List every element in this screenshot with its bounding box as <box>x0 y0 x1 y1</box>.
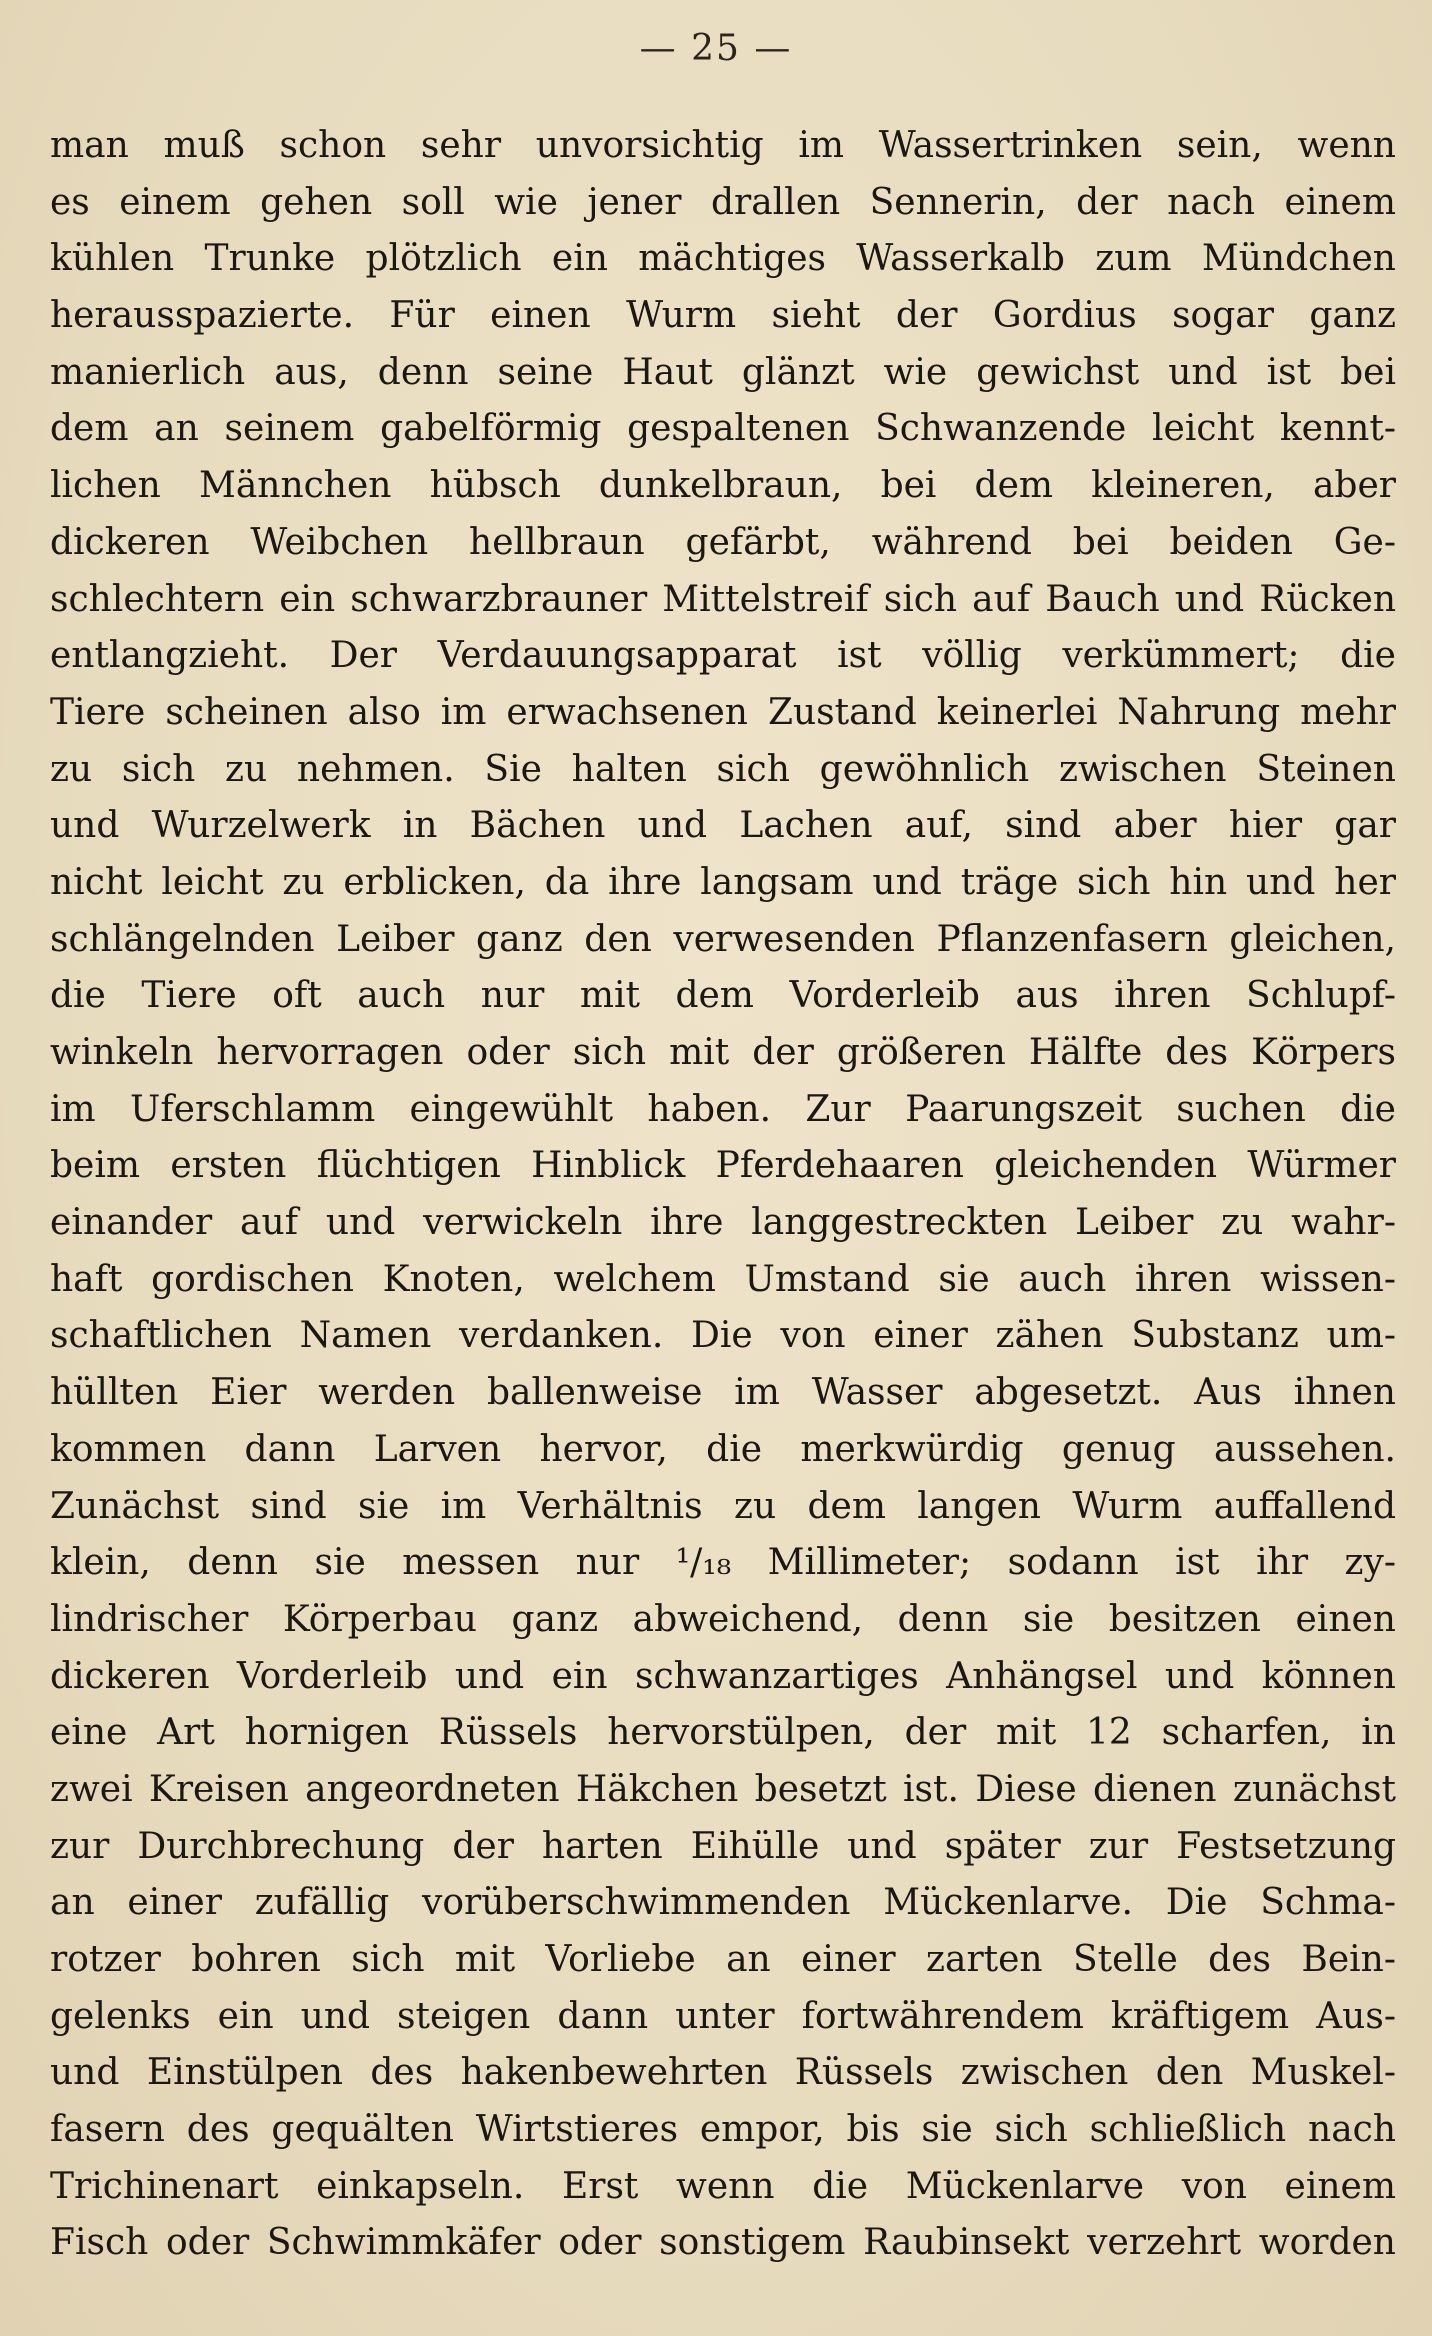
text-line: haft gordischen Knoten, welchem Umstand sie auch ihren wissen- <box>50 1258 1396 1300</box>
text-line: einander auf und verwickeln ihre langgestreckten Leiber zu wahr- <box>50 1202 1396 1244</box>
text-line: schlechtern ein schwarzbrauner Mittelstreif sich auf Bauch und Rücken <box>50 578 1396 620</box>
text-line: Trichinenart einkapseln. Erst wenn die Mückenlarve von einem <box>50 2165 1396 2207</box>
text-line: dickeren Weibchen hellbraun gefärbt, während bei beiden Ge- <box>50 521 1396 563</box>
text-line: die Tiere oft auch nur mit dem Vorderleib aus ihren Schlupf- <box>50 975 1396 1017</box>
page-number: — 25 — <box>639 28 793 69</box>
text-line: winkeln hervorragen oder sich mit der größeren Hälfte des Körpers <box>50 1032 1396 1073</box>
text-line: eine Art hornigen Rüssels hervorstülpen, der mit 12 scharfen, in <box>50 1712 1396 1754</box>
text-line: kühlen Trunke plötzlich ein mächtiges Wasserkalb zum Mündchen <box>50 238 1396 280</box>
text-line: lindrischer Körperbau ganz abweichend, denn sie besitzen einen <box>50 1598 1396 1640</box>
text-line: dickeren Vorderleib und ein schwanzartiges Anhängsel und können <box>50 1655 1396 1697</box>
body-text <box>50 118 1396 2272</box>
text-line: schaftlichen Namen verdanken. Die von einer zähen Substanz um- <box>50 1315 1396 1357</box>
text-line: es einem gehen soll wie jener drallen Sennerin, der nach einem <box>50 181 1396 223</box>
text-line: schlängelnden Leiber ganz den verwesenden Pflanzenfasern gleichen, <box>50 918 1396 960</box>
text-line: lichen Männchen hübsch dunkelbraun, bei dem kleineren, aber <box>50 465 1396 507</box>
text-line: zwei Kreisen angeordneten Häkchen besetzt ist. Diese dienen zunächst <box>50 1768 1396 1810</box>
text-line: herausspazierte. Für einen Wurm sieht der Gordius sogar ganz <box>50 295 1396 337</box>
text-line: manierlich aus, denn seine Haut glänzt wie gewichst und ist bei <box>50 351 1396 393</box>
text-line: man muß schon sehr unvorsichtig im Wassertrinken sein, wenn <box>50 125 1396 166</box>
text-line: hüllten Eier werden ballenweise im Wasser abgesetzt. Aus ihnen <box>50 1372 1396 1414</box>
text-line: beim ersten flüchtigen Hinblick Pferdehaaren gleichenden Würmer <box>50 1145 1396 1187</box>
text-line: und Einstülpen des hakenbewehrten Rüssels zwischen den Muskel- <box>50 2052 1396 2094</box>
text-line: klein, denn sie messen nur ¹/₁₈ Millimeter; sodann ist ihr zy- <box>50 1542 1396 1584</box>
text-line: nicht leicht zu erblicken, da ihre langsam und träge sich hin und her <box>50 861 1396 903</box>
text-line: und Wurzelwerk in Bächen und Lachen auf, sind aber hier gar <box>50 805 1396 847</box>
text-line: gelenks ein und steigen dann unter fortwährendem kräftigem Aus- <box>50 1995 1396 2037</box>
text-line: dem an seinem gabelförmig gespaltenen Schwanzende leicht kennt- <box>50 408 1396 450</box>
text-line: rotzer bohren sich mit Vorliebe an einer zarten Stelle des Bein- <box>50 1939 1396 1980</box>
text-line: Zunächst sind sie im Verhältnis zu dem langen Wurm auffallend <box>50 1485 1396 1527</box>
text-line: Tiere scheinen also im erwachsenen Zustand keinerlei Nahrung mehr <box>50 691 1396 733</box>
text-line: fasern des gequälten Wirtstieres empor, bis sie sich schließlich nach <box>50 2109 1396 2151</box>
text-line: im Uferschlamm eingewühlt haben. Zur Paarungszeit suchen die <box>50 1088 1396 1130</box>
text-line: entlangzieht. Der Verdauungsapparat ist völlig verkümmert; die <box>50 635 1396 677</box>
text-line: an einer zufällig vorüberschwimmenden Mückenlarve. Die Schma- <box>50 1882 1396 1924</box>
text-line: Fisch oder Schwimmkäfer oder sonstigem Raubinsekt verzehrt worden <box>50 2222 1396 2264</box>
text-line: kommen dann Larven hervor, die merkwürdig genug aussehen. <box>50 1428 1396 1470</box>
text-line: zur Durchbrechung der harten Eihülle und später zur Festsetzung <box>50 1825 1396 1867</box>
text-line: zu sich zu nehmen. Sie halten sich gewöhnlich zwischen Steinen <box>50 748 1396 790</box>
